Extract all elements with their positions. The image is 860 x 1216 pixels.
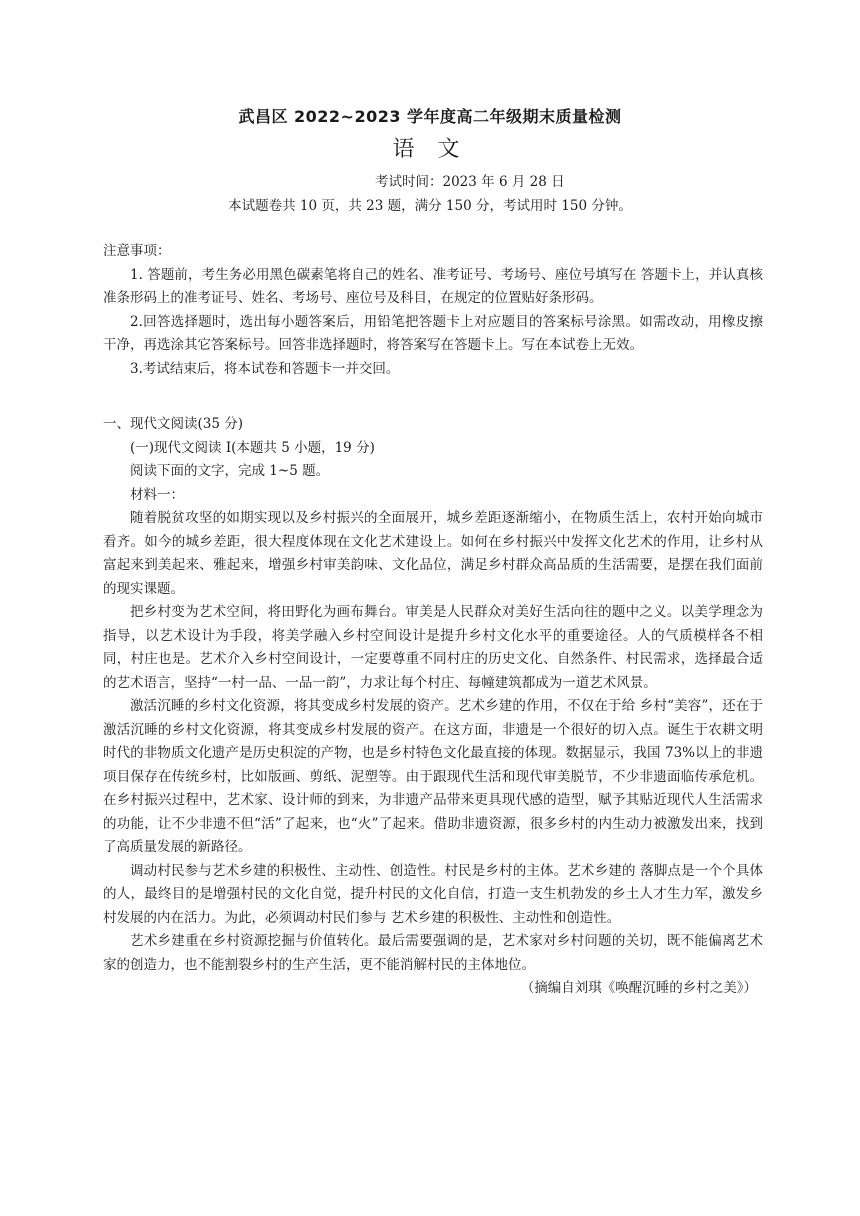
exam-title: 武昌区 2022~2023 学年度高二年级期末质量检测 [238,107,622,126]
notice-block [103,240,763,381]
material-paragraph-2: 把乡村变为艺术空间，将田野化为画布舞台。审美是人民群众对美好生活向往的题中之义。以美学理念为指导，以艺术设计为手段，将美学融入乡村空间设计是提升乡村文化水平的重要途径。人的气质模样各不相同，村庄也是。艺术介入乡村空间设计，一定要尊重不同村庄的历史文化、自然条件、村民需求，选择最合适的艺术语言，坚持“一村一品、一品一韵”，力求让每个村庄、每幢建筑都成为一道艺术风景。 [103,604,763,691]
section-instruction: 阅读下面的文字，完成 1~5 题。 [130,463,330,479]
notice-item-1: 1. 答题前，考生务必用黑色碳素笔将自己的姓名、准考证号、考场号、座位号填写在 答题卡上，并认真核准条形码上的准考证号、姓名、考场号、座位号及科目，在规定的位置贴好条形码。 [103,266,763,306]
material-paragraph-3: 激活沉睡的乡村文化资源，将其变成乡村发展的资产。艺术乡建的作用，不仅在于给 乡村“美容”，还在于激活沉睡的乡村文化资源，将其变成乡村发展的资产。在这方面，非遗是一个很好的切入点。诞生于农耕文明时代的非物质文化遗产是历史积淀的产物，也是乡村特色文化最直接的体现。数据显示，我国 73%以上的非遗项目保存在传统乡村，比如版画、剪纸、泥塑等。由于跟现代生活和现代审美脱节，不少非遗面临传承危机。在乡村振兴过程中，艺术家、设计师的到来，为非遗产品带来更具现代感的造型，赋予其贴近现代人生活需求的功能，让不少非遗不但“活”了起来，也“火”了起来。借助非遗资源，很多乡村的内生动力被激发出来，找到了高质量发展的新路径。 [103,698,763,855]
material-source: （摘编自刘琪《唤醒沉睡的乡村之美》） [520,980,757,996]
section-title: 一、现代文阅读(35 分) [103,416,244,432]
notice-heading: 注意事项： [103,243,171,259]
exam-info: 本试题卷共 10 页，共 23 题，满分 150 分，考试用时 150 分钟。 [228,198,632,214]
exam-time: 考试时间：2023 年 6 月 28 日 [375,174,565,190]
notice-item-2: 2.回答选择题时，选出每小题答案后，用铅笔把答题卡上对应题目的答案标号涂黑。如需改动，用橡皮擦干净，再选涂其它答案标号。回答非选择题时，将答案写在答题卡上。写在本试卷上无效。 [103,313,763,353]
notice-item-3: 3.考试结束后，将本试卷和答题卡一并交回。 [130,360,400,377]
material-label: 材料一： [130,486,184,503]
subject-title: 语 文 [392,137,468,162]
material-paragraph-4: 调动村民参与艺术乡建的积极性、主动性、创造性。村民是乡村的主体。艺术乡建的 落脚点是一个个具体的人，最终目的是增强村民的文化自觉，提升村民的文化自信，打造一支生机勃发的乡土人才生力军，激发乡村发展的内在活力。为此，必须调动村民们参与 艺术乡建的积极性、主动性和创造性。 [103,862,763,926]
reading-section [103,413,763,1001]
material-paragraph-1: 随着脱贫攻坚的如期实现以及乡村振兴的全面展开，城乡差距逐渐缩小，在物质生活上，农村开始向城市看齐。如今的城乡差距，很大程度体现在文化艺术建设上。如何在乡村振兴中发挥文化艺术的作用，让乡村从富起来到美起来、雅起来，增强乡村审美韵味、文化品位，满足乡村群众高品质的生活需要，是摆在我们面前的现实课题。 [103,510,763,597]
material-paragraph-5: 艺术乡建重在乡村资源挖掘与价值转化。最后需要强调的是，艺术家对乡村问题的关切，既不能偏离艺术家的创造力，也不能割裂乡村的生产生活，更不能消解村民的主体地位。 [103,933,763,973]
section-subtitle: (一)现代文阅读 I(本题共 5 小题，19 分) [130,439,375,456]
